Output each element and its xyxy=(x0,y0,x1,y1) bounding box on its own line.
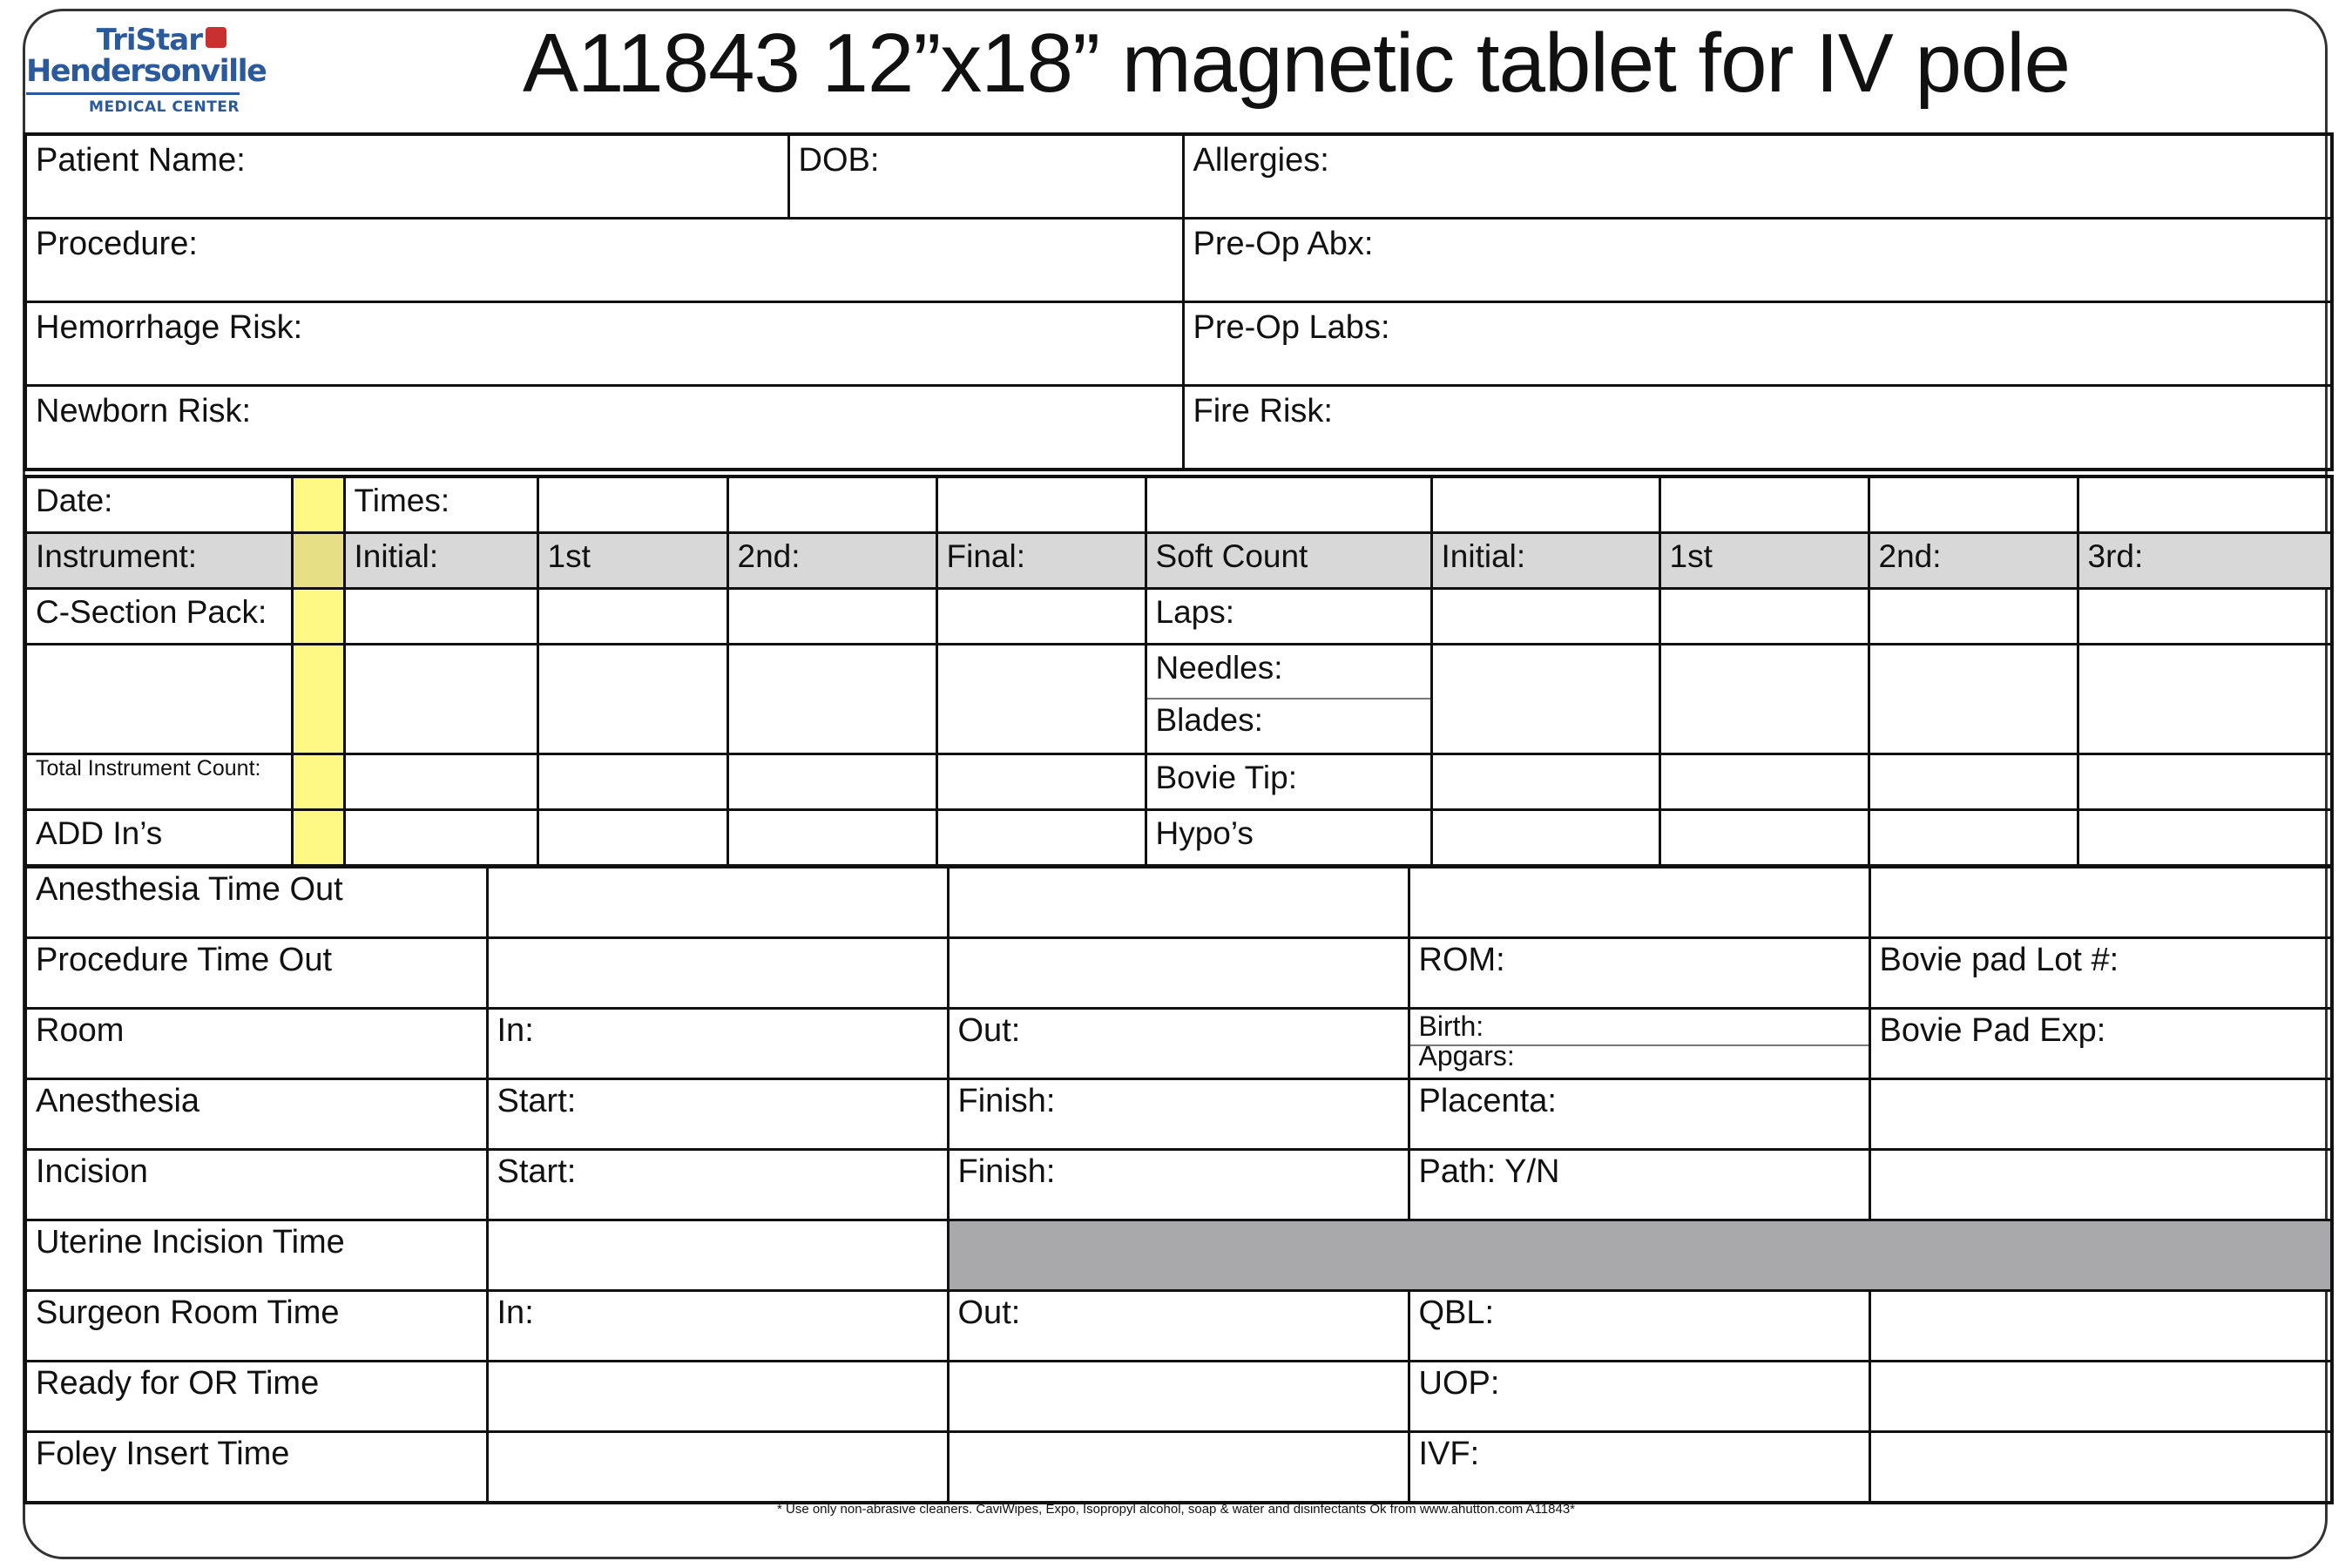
soft-third-header: 3rd: xyxy=(2078,533,2332,589)
surgeon-room-time-label: Surgeon Room Time xyxy=(25,1291,487,1362)
count-cell[interactable] xyxy=(1869,645,2078,754)
qbl-field[interactable]: QBL: xyxy=(1409,1291,1869,1362)
incision-finish-field[interactable]: Finish: xyxy=(948,1150,1409,1220)
count-cell[interactable] xyxy=(1431,589,1659,645)
entry-cell[interactable] xyxy=(487,938,948,1009)
yellow-marker-cell xyxy=(292,754,344,810)
count-cell[interactable] xyxy=(2078,754,2332,810)
laps-label: Laps: xyxy=(1146,589,1431,645)
time-cell[interactable] xyxy=(1431,476,1659,533)
entry-cell[interactable] xyxy=(1869,1432,2332,1504)
final-header: Final: xyxy=(936,533,1146,589)
room-label: Room xyxy=(25,1009,487,1079)
time-cell[interactable] xyxy=(1869,476,2078,533)
foley-insert-time-label: Foley Insert Time xyxy=(25,1432,487,1504)
birth-apgars-divider xyxy=(1410,1044,1869,1046)
count-cell[interactable] xyxy=(936,810,1146,867)
soft-first-header: 1st xyxy=(1659,533,1869,589)
footer-note: * Use only non-abrasive cleaners. CaviWipes, Expo, Isopropyl alcohol, soap & water and disinfectants Ok from www.ahutton.com A11843* xyxy=(776,1502,1576,1517)
soft-initial-header: Initial: xyxy=(1431,533,1659,589)
needles-label: Needles: xyxy=(1147,645,1430,700)
count-cell[interactable] xyxy=(1659,589,1869,645)
logo-divider xyxy=(26,92,240,95)
incision-label: Incision xyxy=(25,1150,487,1220)
count-cell[interactable] xyxy=(727,754,936,810)
entry-cell[interactable] xyxy=(487,867,948,938)
count-cell[interactable] xyxy=(2078,589,2332,645)
count-cell[interactable] xyxy=(727,810,936,867)
count-cell[interactable] xyxy=(344,754,537,810)
bovie-tip-label: Bovie Tip: xyxy=(1146,754,1431,810)
count-cell[interactable] xyxy=(1431,754,1659,810)
entry-cell[interactable] xyxy=(487,1432,948,1504)
yellow-marker-cell xyxy=(292,645,344,754)
count-cell[interactable] xyxy=(537,810,727,867)
count-cell[interactable] xyxy=(2078,810,2332,867)
time-cell[interactable] xyxy=(2078,476,2332,533)
count-cell[interactable] xyxy=(2078,645,2332,754)
logo-flag-icon xyxy=(206,27,226,48)
soft-second-header: 2nd: xyxy=(1869,533,2078,589)
count-cell[interactable] xyxy=(1659,754,1869,810)
entry-cell[interactable] xyxy=(948,938,1409,1009)
instrument-header: Instrument: xyxy=(25,533,292,589)
newborn-risk-field[interactable]: Newborn Risk: xyxy=(25,386,1183,470)
surgeon-in-field[interactable]: In: xyxy=(487,1291,948,1362)
uop-field[interactable]: UOP: xyxy=(1409,1362,1869,1432)
procedure-field[interactable]: Procedure: xyxy=(25,219,1183,302)
entry-cell[interactable] xyxy=(1869,1362,2332,1432)
entry-cell[interactable] xyxy=(1409,867,1869,938)
times-table xyxy=(24,865,2334,1504)
entry-cell[interactable] xyxy=(487,1220,948,1291)
count-cell[interactable] xyxy=(1659,645,1869,754)
yellow-marker-cell xyxy=(292,533,344,589)
entry-cell[interactable] xyxy=(1869,1150,2332,1220)
yellow-marker-cell xyxy=(292,476,344,533)
path-field[interactable]: Path: Y/N xyxy=(1409,1150,1869,1220)
time-cell[interactable] xyxy=(936,476,1146,533)
surgeon-out-field[interactable]: Out: xyxy=(948,1291,1409,1362)
anesthesia-start-field[interactable]: Start: xyxy=(487,1079,948,1150)
hypos-label: Hypo’s xyxy=(1146,810,1431,867)
entry-cell[interactable] xyxy=(948,1362,1409,1432)
logo-line-3: MEDICAL CENTER xyxy=(89,98,240,116)
preop-abx-field[interactable]: Pre-Op Abx: xyxy=(1183,219,2332,302)
count-cell[interactable] xyxy=(537,754,727,810)
bovie-pad-lot-field[interactable]: Bovie pad Lot #: xyxy=(1869,938,2332,1009)
count-cell[interactable] xyxy=(344,810,537,867)
soft-count-header: Soft Count xyxy=(1146,533,1431,589)
yellow-marker-cell xyxy=(292,810,344,867)
uterine-incision-time-label: Uterine Incision Time xyxy=(25,1220,487,1291)
count-cell[interactable] xyxy=(727,589,936,645)
count-cell[interactable] xyxy=(1659,810,1869,867)
csection-pack-label: C-Section Pack: xyxy=(25,589,292,645)
ivf-field[interactable]: IVF: xyxy=(1409,1432,1869,1504)
allergies-field[interactable]: Allergies: xyxy=(1183,134,2332,219)
time-cell[interactable] xyxy=(1659,476,1869,533)
count-cell[interactable] xyxy=(727,645,936,754)
birth-apgars-cell[interactable] xyxy=(1409,1009,1869,1079)
placenta-field[interactable]: Placenta: xyxy=(1409,1079,1869,1150)
rom-field[interactable]: ROM: xyxy=(1409,938,1869,1009)
count-table xyxy=(24,475,2334,868)
count-cell[interactable] xyxy=(344,589,537,645)
total-instrument-count-label: Total Instrument Count: xyxy=(25,754,292,810)
birth-label: Birth: xyxy=(1418,1010,1484,1042)
count-cell[interactable] xyxy=(1869,754,2078,810)
yellow-marker-cell xyxy=(292,589,344,645)
first-header: 1st xyxy=(537,533,727,589)
needles-blades-cell xyxy=(1146,645,1431,754)
times-label: Times: xyxy=(344,476,537,533)
preop-labs-field[interactable]: Pre-Op Labs: xyxy=(1183,302,2332,386)
procedure-time-out-label: Procedure Time Out xyxy=(25,938,487,1009)
time-cell[interactable] xyxy=(537,476,727,533)
ready-for-or-time-label: Ready for OR Time xyxy=(25,1362,487,1432)
dob-field[interactable]: DOB: xyxy=(788,134,1183,219)
anesthesia-label: Anesthesia xyxy=(25,1079,487,1150)
count-cell[interactable] xyxy=(537,645,727,754)
entry-cell[interactable] xyxy=(1869,1079,2332,1150)
count-cell[interactable] xyxy=(1431,810,1659,867)
hemorrhage-risk-field[interactable]: Hemorrhage Risk: xyxy=(25,302,1183,386)
time-cell[interactable] xyxy=(727,476,936,533)
entry-cell[interactable] xyxy=(1869,867,2332,938)
room-out-field[interactable]: Out: xyxy=(948,1009,1409,1079)
entry-cell[interactable] xyxy=(487,1362,948,1432)
count-cell[interactable] xyxy=(936,754,1146,810)
logo-line-2: Hendersonville xyxy=(26,54,267,89)
instrument-blank-cell[interactable] xyxy=(25,645,292,754)
initial-header: Initial: xyxy=(344,533,537,589)
gray-block xyxy=(948,1220,2332,1291)
patient-info-table xyxy=(24,132,2334,471)
room-in-field[interactable]: In: xyxy=(487,1009,948,1079)
date-label: Date: xyxy=(25,476,292,533)
count-cell[interactable] xyxy=(1431,645,1659,754)
count-cell[interactable] xyxy=(1869,810,2078,867)
incision-start-field[interactable]: Start: xyxy=(487,1150,948,1220)
logo-line-1: TriStar xyxy=(96,23,202,57)
fire-risk-field[interactable]: Fire Risk: xyxy=(1183,386,2332,470)
bovie-pad-exp-field[interactable]: Bovie Pad Exp: xyxy=(1869,1009,2332,1079)
time-cell[interactable] xyxy=(1146,476,1431,533)
entry-cell[interactable] xyxy=(1869,1291,2332,1362)
entry-cell[interactable] xyxy=(948,1432,1409,1504)
apgars-label: Apgars: xyxy=(1418,1040,1515,1071)
add-ins-label: ADD In’s xyxy=(25,810,292,867)
blades-label: Blades: xyxy=(1155,702,1263,738)
anesthesia-time-out-label: Anesthesia Time Out xyxy=(25,867,487,938)
entry-cell[interactable] xyxy=(948,867,1409,938)
count-cell[interactable] xyxy=(344,645,537,754)
count-cell[interactable] xyxy=(936,589,1146,645)
page-title: A11843 12”x18” magnetic tablet for IV pole xyxy=(523,17,2070,110)
anesthesia-finish-field[interactable]: Finish: xyxy=(948,1079,1409,1150)
second-header: 2nd: xyxy=(727,533,936,589)
count-cell[interactable] xyxy=(1869,589,2078,645)
count-cell[interactable] xyxy=(936,645,1146,754)
hospital-logo xyxy=(26,23,267,116)
patient-name-field[interactable]: Patient Name: xyxy=(25,134,788,219)
count-cell[interactable] xyxy=(537,589,727,645)
